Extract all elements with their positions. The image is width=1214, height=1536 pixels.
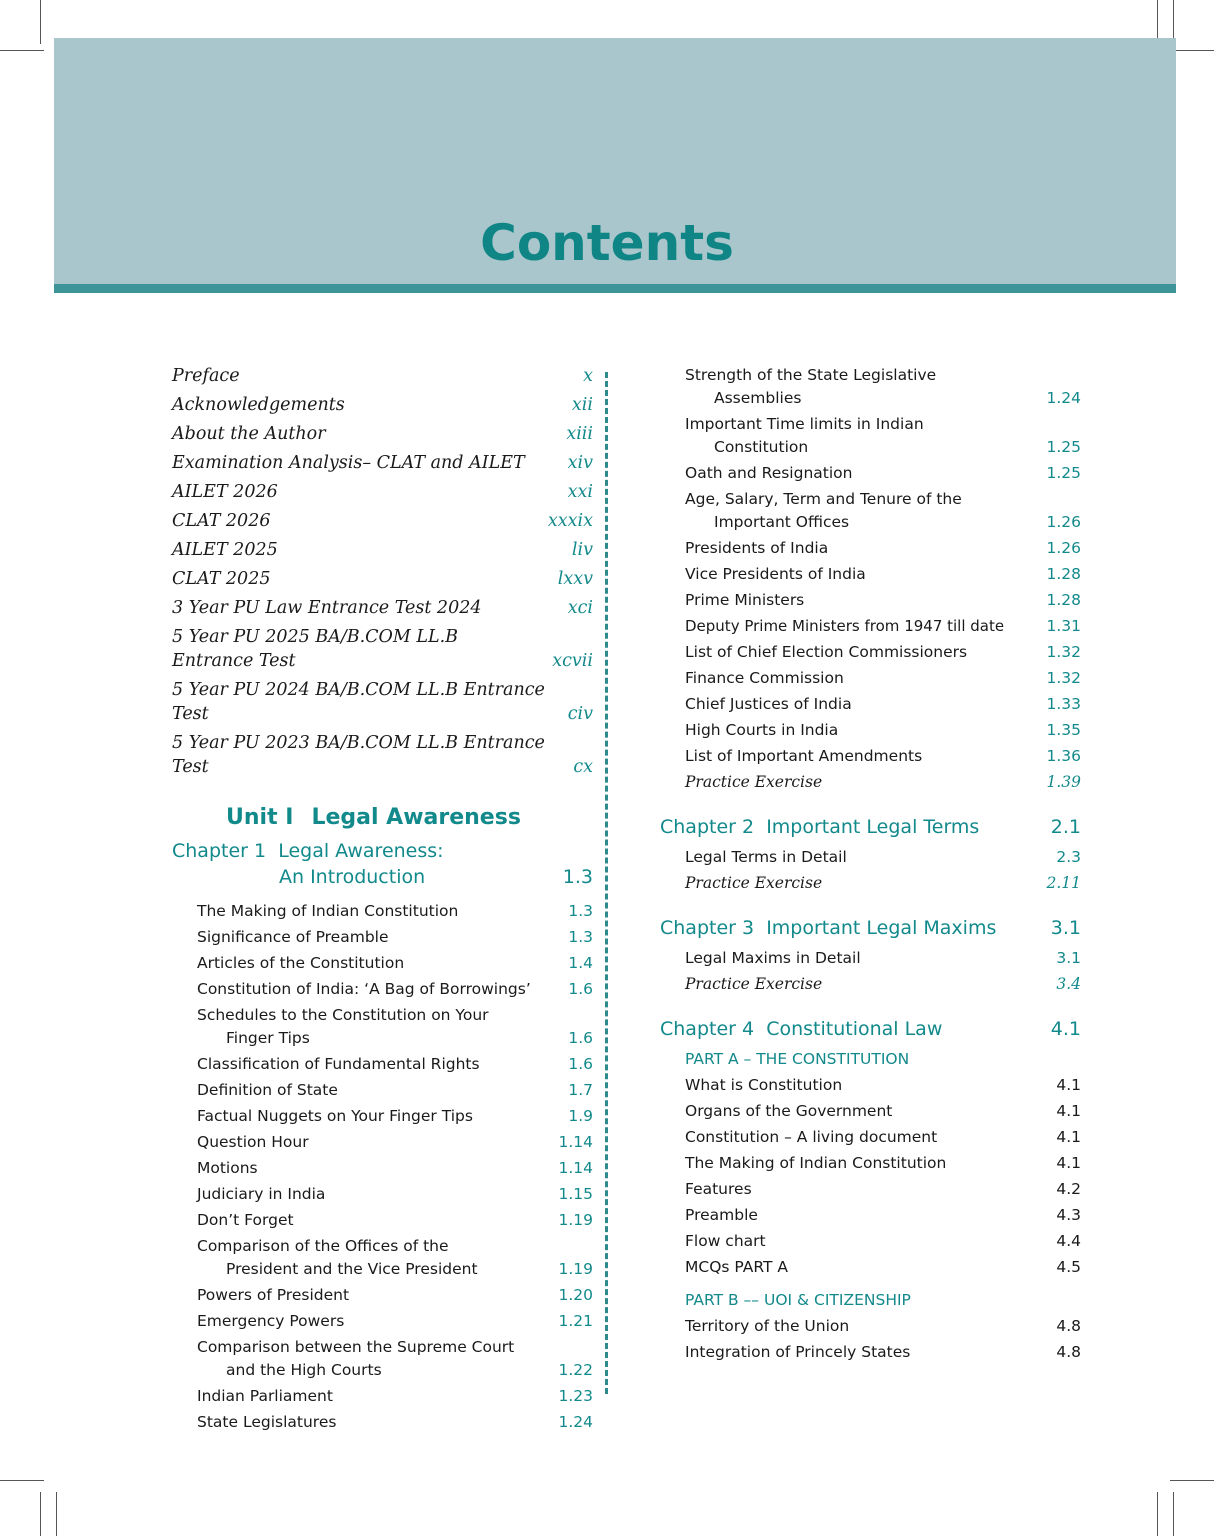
column-divider — [605, 372, 608, 1394]
chapter-3-heading[interactable]: Chapter 3 Important Legal Maxims 3.1 — [660, 917, 1081, 939]
toc-entry[interactable]: Age, Salary, Term and Tenure of the Important Offices 1.26 — [685, 490, 1081, 531]
toc-entry[interactable]: Judiciary in India 1.15 — [197, 1185, 593, 1203]
toc-entry[interactable]: Vice Presidents of India 1.28 — [685, 565, 1081, 583]
toc-entry[interactable]: Legal Maxims in Detail 3.1 — [685, 949, 1081, 967]
toc-entry[interactable]: Motions 1.14 — [197, 1159, 593, 1177]
toc-entry[interactable]: Practice Exercise 1.39 — [685, 773, 1081, 791]
toc-entry[interactable]: Classification of Fundamental Rights 1.6 — [197, 1055, 593, 1073]
toc-entry[interactable]: About the Author xiii — [172, 424, 593, 444]
toc-entry[interactable]: Articles of the Constitution 1.4 — [197, 954, 593, 972]
toc-entry[interactable]: Question Hour 1.14 — [197, 1133, 593, 1151]
chapter-1-items — [172, 900, 593, 1434]
chapter-4-heading[interactable]: Chapter 4 Constitutional Law 4.1 — [660, 1018, 1081, 1040]
crop-mark — [40, 1492, 41, 1536]
toc-entry[interactable]: Preface x — [172, 366, 593, 386]
front-matter-list — [172, 364, 593, 779]
left-column — [172, 364, 593, 1437]
toc-entry[interactable]: Comparison of the Offices of the President and the Vice President 1.19 — [197, 1237, 593, 1278]
toc-entry[interactable]: Significance of Preamble 1.3 — [197, 928, 593, 946]
chapter-1-heading[interactable]: Chapter 1 Legal Awareness: An Introduction 1.3 — [172, 840, 593, 888]
crop-mark — [1157, 1492, 1158, 1536]
toc-entry[interactable]: Flow chart 4.4 — [685, 1232, 1081, 1250]
toc-entry[interactable]: Examination Analysis– CLAT and AILET xiv — [172, 453, 593, 473]
unit-number: Unit I — [226, 805, 294, 830]
toc-entry[interactable]: Organs of the Government 4.1 — [685, 1102, 1081, 1120]
toc-entry[interactable]: Definition of State 1.7 — [197, 1081, 593, 1099]
toc-entry[interactable]: CLAT 2025 lxxv — [172, 569, 593, 589]
toc-entry[interactable]: 5 Year PU 2025 BA/B.COM LL.B Entrance Test xcvii — [172, 627, 593, 671]
toc-entry[interactable]: State Legislatures 1.24 — [197, 1413, 593, 1431]
toc-entry[interactable]: AILET 2026 xxi — [172, 482, 593, 502]
toc-entry[interactable]: Important Time limits in Indian Constitution 1.25 — [685, 415, 1081, 456]
chapter-2-items — [660, 846, 1081, 895]
toc-entry[interactable]: Don’t Forget 1.19 — [197, 1211, 593, 1229]
toc-entry[interactable]: Constitution – A living document 4.1 — [685, 1128, 1081, 1146]
toc-entry[interactable]: CLAT 2026 xxxix — [172, 511, 593, 531]
part-b-items — [660, 1315, 1081, 1364]
unit-heading — [226, 805, 593, 830]
toc-entry[interactable]: Integration of Princely States 4.8 — [685, 1343, 1081, 1361]
right-column — [660, 364, 1081, 1367]
toc-entry[interactable]: The Making of Indian Constitution 4.1 — [685, 1154, 1081, 1172]
toc-entry[interactable]: Powers of President 1.20 — [197, 1286, 593, 1304]
toc-entry[interactable]: Finance Commission 1.32 — [685, 669, 1081, 687]
toc-entry[interactable]: AILET 2025 liv — [172, 540, 593, 560]
crop-mark — [1170, 50, 1214, 51]
part-a-items — [660, 1074, 1081, 1279]
toc-entry[interactable]: Indian Parliament 1.23 — [197, 1387, 593, 1405]
crop-mark — [0, 1480, 44, 1481]
toc-entry[interactable]: Chief Justices of India 1.33 — [685, 695, 1081, 713]
toc-entry[interactable]: MCQs PART A 4.5 — [685, 1258, 1081, 1276]
crop-mark — [0, 50, 44, 51]
toc-entry[interactable]: Practice Exercise 2.11 — [685, 874, 1081, 892]
part-b-heading: PART B –– UOI & CITIZENSHIP — [685, 1291, 911, 1309]
toc-entry[interactable]: Schedules to the Constitution on Your Finger Tips 1.6 — [197, 1006, 593, 1047]
header-rule — [54, 284, 1176, 293]
toc-entry[interactable]: Strength of the State Legislative Assemblies 1.24 — [685, 366, 1081, 407]
toc-entry[interactable]: Comparison between the Supreme Court and the High Courts 1.22 — [197, 1338, 593, 1379]
chapter-3-items — [660, 947, 1081, 996]
crop-mark — [1173, 1492, 1174, 1536]
page-title: Contents — [480, 214, 734, 272]
toc-entry[interactable]: Territory of the Union 4.8 — [685, 1317, 1081, 1335]
toc-entry[interactable]: Constitution of India: ‘A Bag of Borrowings’ 1.6 — [197, 980, 593, 998]
toc-entry[interactable]: List of Chief Election Commissioners 1.32 — [685, 643, 1081, 661]
chapter-1-items-continued — [660, 364, 1081, 794]
toc-entry[interactable]: 5 Year PU 2024 BA/B.COM LL.B Entrance Test civ — [172, 680, 593, 724]
crop-mark — [40, 0, 41, 44]
toc-entry[interactable]: Features 4.2 — [685, 1180, 1081, 1198]
toc-entry[interactable]: Acknowledgements xii — [172, 395, 593, 415]
toc-entry[interactable]: Prime Ministers 1.28 — [685, 591, 1081, 609]
toc-entry[interactable]: Legal Terms in Detail 2.3 — [685, 848, 1081, 866]
chapter-2-heading[interactable]: Chapter 2 Important Legal Terms 2.1 — [660, 816, 1081, 838]
toc-entry[interactable]: High Courts in India 1.35 — [685, 721, 1081, 739]
toc-entry[interactable]: What is Constitution 4.1 — [685, 1076, 1081, 1094]
toc-entry[interactable]: Practice Exercise 3.4 — [685, 975, 1081, 993]
toc-entry[interactable]: 3 Year PU Law Entrance Test 2024 xci — [172, 598, 593, 618]
part-a-heading: PART A – THE CONSTITUTION — [685, 1050, 910, 1068]
toc-entry[interactable]: Presidents of India 1.26 — [685, 539, 1081, 557]
toc-entry[interactable]: Deputy Prime Ministers from 1947 till date 1.31 — [685, 617, 1081, 635]
crop-mark — [1170, 1480, 1214, 1481]
toc-entry[interactable]: The Making of Indian Constitution 1.3 — [197, 902, 593, 920]
toc-entry[interactable]: Preamble 4.3 — [685, 1206, 1081, 1224]
toc-entry[interactable]: 5 Year PU 2023 BA/B.COM LL.B Entrance Test cx — [172, 733, 593, 777]
toc-entry[interactable]: List of Important Amendments 1.36 — [685, 747, 1081, 765]
toc-entry[interactable]: Emergency Powers 1.21 — [197, 1312, 593, 1330]
toc-entry[interactable]: Oath and Resignation 1.25 — [685, 464, 1081, 482]
crop-mark — [56, 1492, 57, 1536]
toc-entry[interactable]: Factual Nuggets on Your Finger Tips 1.9 — [197, 1107, 593, 1125]
unit-title: Legal Awareness — [311, 805, 521, 830]
